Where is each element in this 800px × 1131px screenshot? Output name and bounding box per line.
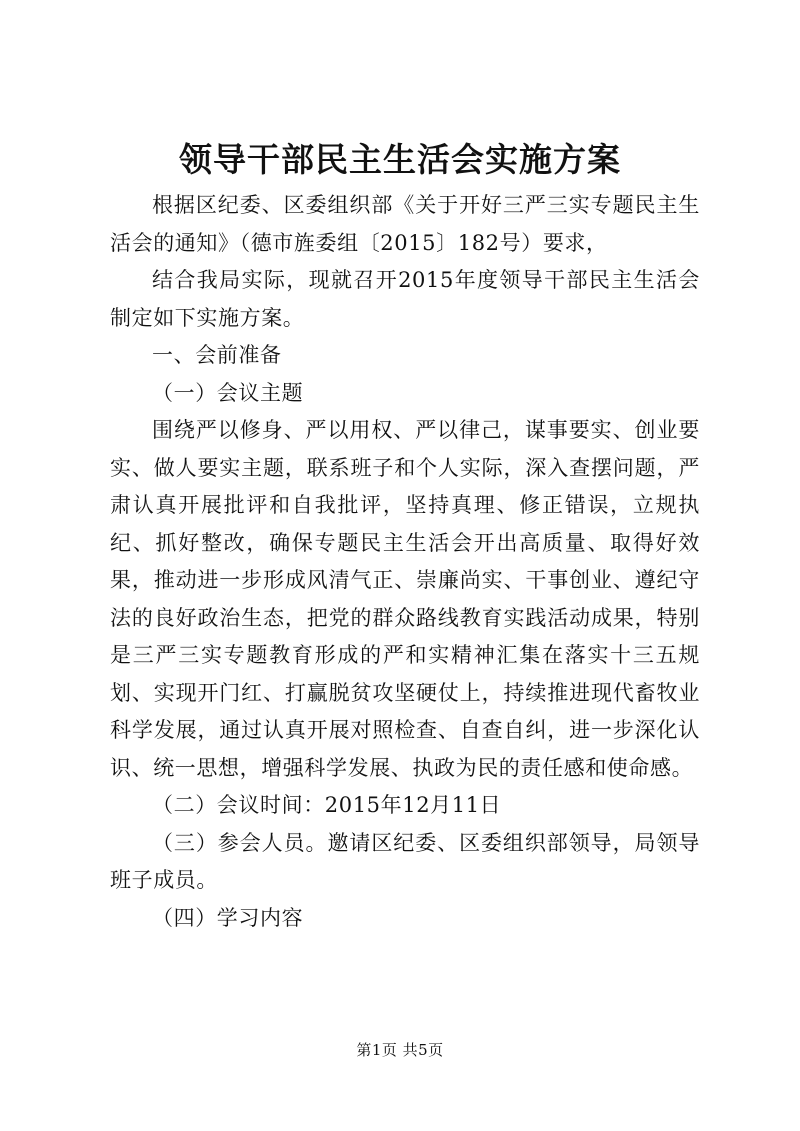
- paragraph-participants: （三）参会人员。邀请区纪委、区委组织部领导，局领导班子成员。: [110, 830, 700, 892]
- document-body: [110, 187, 700, 937]
- paragraph-meeting-time: （二）会议时间：2015年12月11日: [152, 793, 502, 817]
- subheading-theme: （一）会议主题: [152, 380, 304, 405]
- paragraph-basis: 根据区纪委、区委组织部《关于开好三严三实专题民主生活会的通知》（德市旌委组〔2015〕182号）要求，: [110, 193, 700, 255]
- paragraph-theme: 围绕严以修身、严以用权、严以律己，谋事要实、创业要实、做人要实主题，联系班子和个人实际，深入查摆问题，严肃认真开展批评和自我批评，坚持真理、修正错误，立规执纪、抓好整改，确保专题民主生活会开出高质量、取得好效果，推动进一步形成风清气正、崇廉尚实、干事创业、遵纪守法的良好政治生态，把党的群众路线教育实践活动成果，特别是三严三实专题教育形成的严和实精神汇集在落实十三五规划、实现开门红、打赢脱贫攻坚硬仗上，持续推进现代畜牧业科学发展，通过认真开展对照检查、自查自纠，进一步深化认识、统一思想，增强科学发展、执政为民的责任感和使命感。: [110, 418, 700, 780]
- subheading-study-content: （四）学习内容: [152, 905, 304, 930]
- paragraph-intro: 结合我局实际，现就召开2015年度领导干部民主生活会制定如下实施方案。: [110, 268, 700, 330]
- document-title: 领导干部民主生活会实施方案: [179, 140, 621, 179]
- page-footer: 第1页 共5页: [356, 1041, 444, 1059]
- section-heading-preparation: 一、会前准备: [152, 343, 282, 367]
